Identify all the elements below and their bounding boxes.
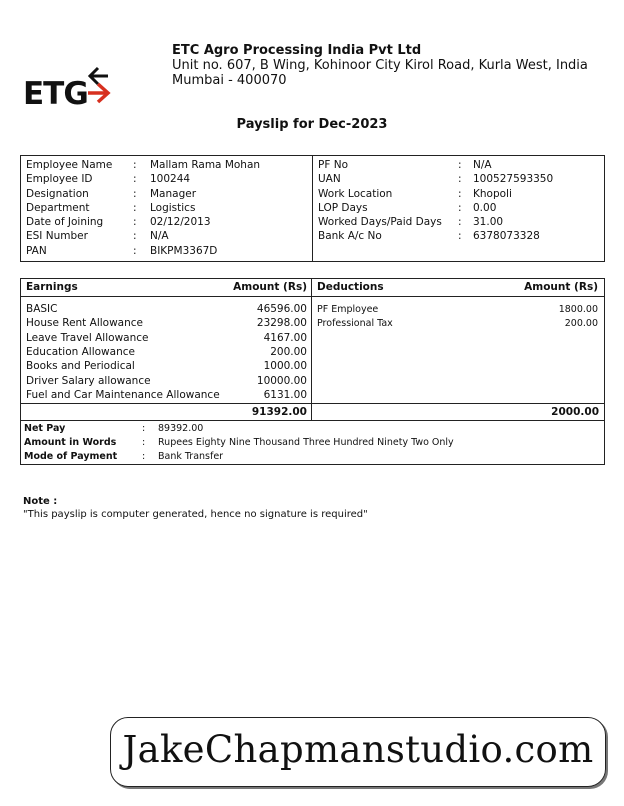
detail-label: UAN — [318, 173, 341, 186]
detail-value: N/A — [473, 159, 492, 171]
earning-amount: 6131.00 — [263, 388, 307, 401]
amount-in-words-value: Rupees Eighty Nine Thousand Three Hundred Ninety Two Only — [158, 437, 454, 448]
earnings-deductions-table — [20, 278, 605, 465]
detail-row: Employee Name : Mallam Rama Mohan — [26, 159, 261, 171]
detail-label: Employee ID — [26, 173, 93, 186]
column-divider — [311, 279, 312, 420]
detail-label: Department — [26, 201, 90, 214]
detail-row: PF No : N/A — [318, 159, 492, 171]
earning-label: Driver Salary allowance — [26, 374, 151, 387]
detail-row: UAN : 100527593350 — [318, 173, 554, 186]
detail-value: 02/12/2013 — [150, 216, 211, 229]
earnings-header: Earnings — [26, 281, 78, 293]
earning-label: Books and Periodical — [26, 360, 135, 373]
net-pay-value: 89392.00 — [158, 423, 204, 434]
summary-label: Net Pay — [24, 423, 66, 434]
earning-label: Education Allowance — [26, 345, 135, 358]
summary-colon: : — [142, 437, 146, 448]
company-name: ETC Agro Processing India Pvt Ltd — [172, 43, 422, 58]
detail-value: 31.00 — [473, 216, 504, 229]
employee-details-left — [26, 158, 311, 258]
employee-details — [20, 155, 605, 262]
detail-value: Logistics — [150, 201, 196, 214]
summary-label: Mode of Payment — [24, 451, 118, 462]
employee-details-right — [318, 158, 603, 244]
logo-text: ETG — [23, 76, 88, 112]
detail-value: 6378073328 — [473, 230, 540, 243]
watermark-text: JakeChapmanstudio.com — [122, 728, 594, 771]
detail-value: 0.00 — [473, 201, 497, 214]
summary-colon: : — [142, 423, 146, 434]
earning-label: Leave Travel Allowance — [26, 331, 149, 344]
detail-label: LOP Days — [318, 201, 368, 214]
detail-row: Employee ID : 100244 — [26, 173, 191, 186]
detail-row: LOP Days : 0.00 — [318, 201, 497, 214]
detail-label: Work Location — [318, 187, 393, 200]
earning-amount: 1000.00 — [263, 360, 307, 373]
detail-value: Mallam Rama Mohan — [150, 159, 261, 171]
earning-amount: 10000.00 — [256, 374, 307, 387]
note-title: Note : — [23, 496, 58, 507]
company-address-line2: Mumbai - 400070 — [172, 73, 287, 88]
detail-value: 100527593350 — [473, 173, 554, 186]
company-header — [172, 43, 588, 88]
detail-row: Designation : Manager — [26, 187, 197, 200]
summary-colon: : — [142, 451, 146, 462]
earning-label: Fuel and Car Maintenance Allowance — [26, 388, 220, 401]
detail-row: Department : Logistics — [26, 201, 196, 214]
earnings-amount-header: Amount (Rs) — [233, 281, 307, 293]
deduction-amount: 200.00 — [564, 318, 598, 330]
detail-row: Work Location : Khopoli — [318, 187, 512, 200]
earning-amount: 4167.00 — [263, 331, 307, 344]
payslip-title: Payslip for Dec-2023 — [236, 117, 388, 132]
detail-label: PAN — [26, 244, 47, 257]
detail-row: Date of Joining : 02/12/2013 — [26, 216, 211, 229]
deduction-label: Professional Tax — [317, 318, 393, 330]
detail-value: Manager — [150, 187, 197, 200]
company-logo — [23, 66, 115, 114]
column-divider — [312, 156, 313, 261]
deduction-label: PF Employee — [317, 304, 379, 315]
logo-arrow-icon — [84, 66, 118, 104]
watermark-banner — [110, 717, 606, 787]
summary-divider — [21, 420, 604, 421]
detail-label: Employee Name — [26, 159, 113, 171]
detail-value: 100244 — [150, 173, 191, 186]
detail-row: Bank A/c No : 6378073328 — [318, 230, 540, 243]
summary-label: Amount in Words — [24, 437, 117, 448]
detail-label: Worked Days/Paid Days — [318, 216, 442, 229]
company-address-line1: Unit no. 607, B Wing, Kohinoor City Kirol Road, Kurla West, India — [172, 58, 588, 73]
payment-mode-value: Bank Transfer — [158, 451, 224, 462]
detail-row: Worked Days/Paid Days : 31.00 — [318, 216, 504, 229]
detail-value: BIKPM3367D — [150, 244, 218, 257]
earning-label: House Rent Allowance — [26, 317, 143, 330]
earnings-total: 91392.00 — [251, 406, 307, 418]
deductions-total: 2000.00 — [551, 406, 599, 418]
detail-value: N/A — [150, 230, 169, 243]
header-divider — [21, 296, 604, 297]
total-divider — [21, 403, 604, 404]
earning-label: BASIC — [26, 303, 58, 315]
detail-label: ESI Number — [26, 230, 88, 243]
detail-row: PAN : BIKPM3367D — [26, 244, 218, 257]
detail-label: Designation — [26, 187, 89, 200]
earning-amount: 46596.00 — [256, 303, 307, 315]
note-section — [23, 495, 368, 521]
detail-label: Bank A/c No — [318, 230, 382, 243]
detail-row: ESI Number : N/A — [26, 230, 169, 243]
detail-label: Date of Joining — [26, 216, 104, 229]
note-text: "This payslip is computer generated, hence no signature is required" — [23, 509, 368, 520]
deduction-amount: 1800.00 — [558, 304, 598, 315]
deductions-header: Deductions — [317, 281, 384, 293]
earning-amount: 23298.00 — [256, 317, 307, 330]
detail-value: Khopoli — [473, 187, 512, 200]
detail-label: PF No — [318, 159, 348, 171]
deductions-amount-header: Amount (Rs) — [524, 281, 598, 293]
earning-amount: 200.00 — [270, 345, 307, 358]
